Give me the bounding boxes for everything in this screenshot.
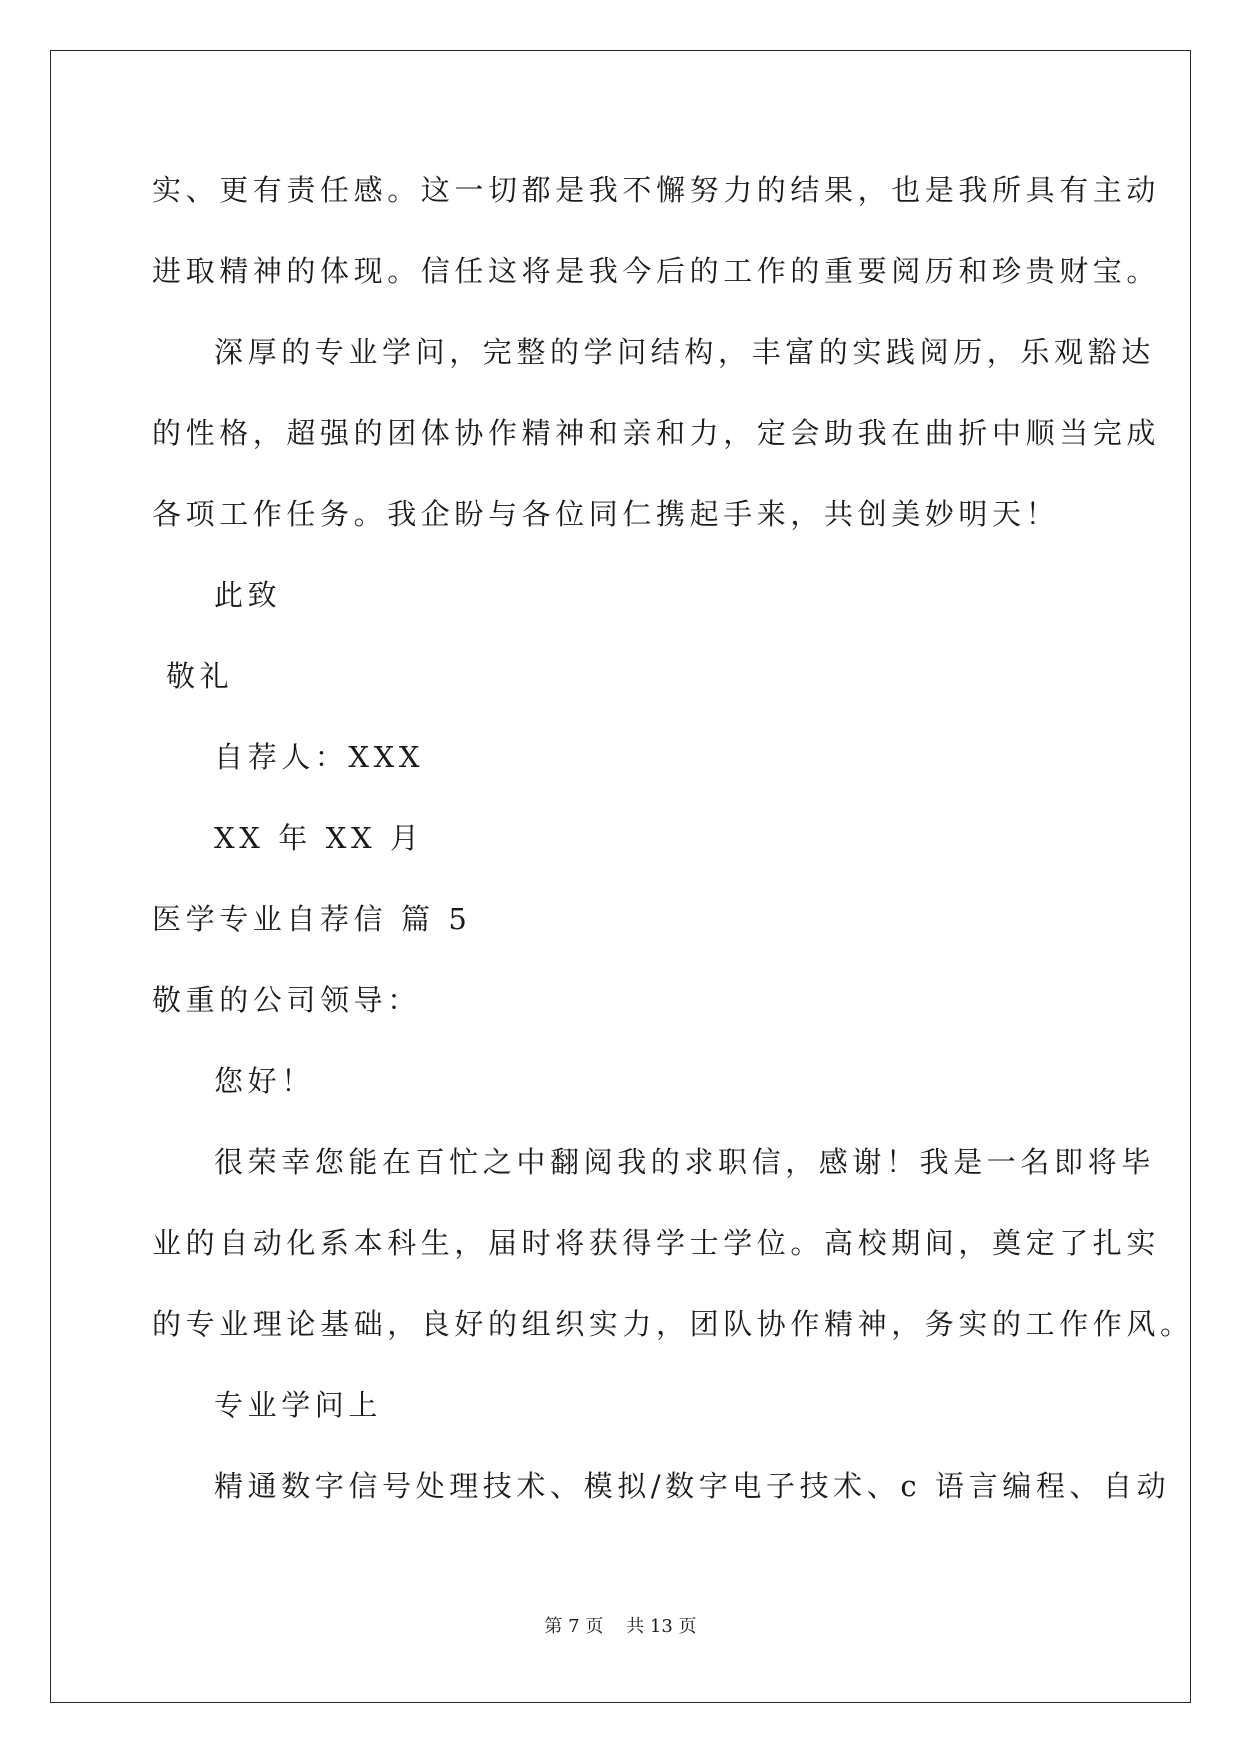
signature-line: 自荐人：XXX [214,740,425,774]
paragraph-start-line: 很荣幸您能在百忙之中翻阅我的求职信，感谢！我是一名即将毕 [214,1145,1155,1179]
greeting-line: 您好！ [214,1064,315,1098]
closing-regards: 敬礼 [166,659,234,693]
letter-salutation: 敬重的公司领导： [152,983,421,1017]
closing-salutation: 此致 [214,578,282,612]
body-line-2: 进取精神的体现。信任这将是我今后的工作的重要阅历和珍贵财宝。 [152,254,1161,288]
body-line-4: 的性格，超强的团体协作精神和亲和力，定会助我在曲折中顺当完成 [152,416,1161,450]
body-line-5: 各项工作任务。我企盼与各位同仁携起手来，共创美妙明天！ [152,497,1060,531]
page-border [50,50,1191,1703]
subheading-line: 专业学问上 [214,1388,383,1422]
paragraph-start-line: 深厚的专业学问，完整的学问结构，丰富的实践阅历，乐观豁达 [214,335,1155,369]
paragraph-start-line: 精通数字信号处理技术、模拟/数字电子技术、c 语言编程、自动 [214,1469,1171,1503]
date-line: XX 年 XX 月 [214,821,424,855]
body-line-1: 实、更有责任感。这一切都是我不懈努力的结果，也是我所具有主动 [152,173,1161,207]
page-number-footer: 第 7 页 共 13 页 [544,1616,697,1637]
body-line-15: 的专业理论基础，良好的组织实力，团队协作精神，务实的工作作风。 [152,1307,1194,1341]
section-heading: 医学专业自荐信 篇 5 [152,902,472,936]
body-line-14: 业的自动化系本科生，届时将获得学士学位。高校期间，奠定了扎实 [152,1226,1161,1260]
